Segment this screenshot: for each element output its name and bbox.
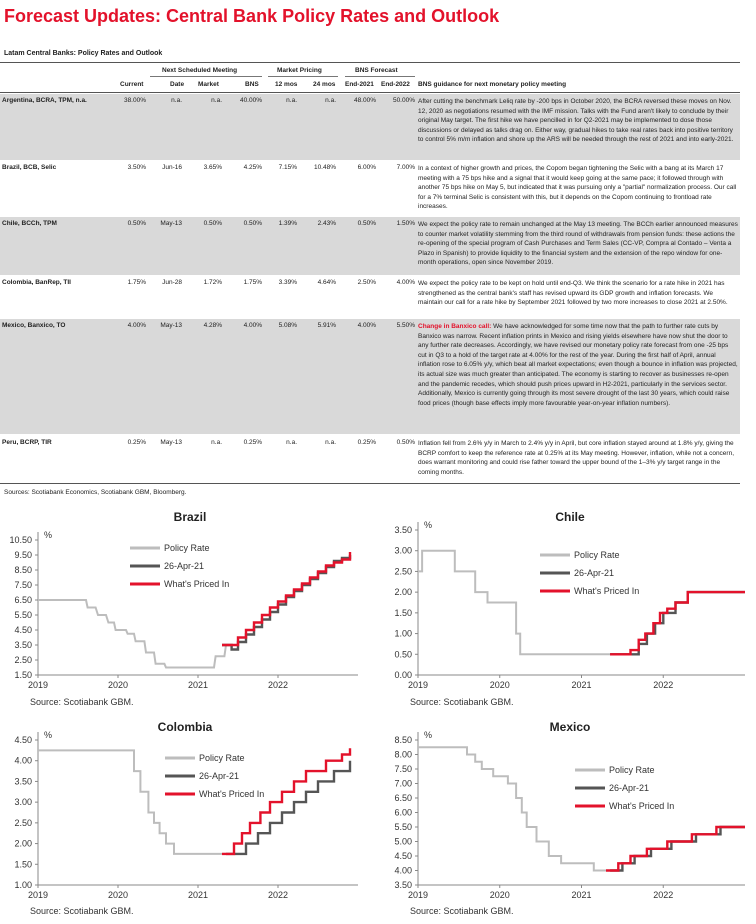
row-current: 4.00%: [127, 322, 146, 329]
series-line-26-apr-21: [222, 555, 350, 650]
y-tick-label: 6.50: [394, 793, 412, 803]
row-end2021: 2.50%: [357, 279, 376, 286]
row-date: May-13: [160, 220, 182, 227]
chart-title: Mexico: [549, 720, 591, 734]
y-tick-label: 4.50: [14, 735, 32, 745]
series-line-what-s-priced-in: [222, 552, 350, 645]
y-tick-label: 6.00: [394, 807, 412, 818]
x-tick-label: 2019: [27, 680, 49, 690]
table-top-rule: [0, 62, 740, 63]
row-bns: 0.25%: [243, 439, 262, 446]
row-24mos: n.a.: [325, 439, 336, 446]
y-tick-label: 8.50: [14, 565, 32, 575]
series-line-what-s-priced-in: [610, 592, 745, 654]
y-tick-label: 4.50: [14, 625, 32, 635]
table-row: [0, 319, 740, 434]
row-guidance: [418, 279, 738, 308]
row-guidance-text: Inflation fell from 2.6% y/y in March to 2.4% y/y in April, but core inflation stayed around at 1.8% y/y, giving the BCRP comfort to keep the reference rate at 0.25% at its May meeting. However, inflation, while not a concern, does warrant monitoring and could rise father toward the upper bound of the 1–3% y/y target range in the coming months.: [418, 440, 735, 476]
row-market: 3.65%: [203, 164, 222, 171]
y-tick-label: 1.50: [14, 670, 32, 680]
legend-label: 26-Apr-21: [574, 568, 615, 578]
y-tick-label: 4.00: [14, 755, 32, 766]
legend-label: What's Priced In: [164, 579, 230, 589]
legend-label: Policy Rate: [164, 543, 210, 553]
chart-source: Source: Scotiabank GBM.: [30, 697, 134, 707]
row-date: Jun-28: [162, 279, 182, 286]
y-tick-label: 1.50: [14, 859, 32, 870]
row-bns: 1.75%: [243, 279, 262, 286]
y-tick-label: 1.00: [14, 880, 32, 890]
legend-label: What's Priced In: [199, 789, 265, 799]
y-tick-label: 0.00: [394, 670, 412, 680]
y-unit-label: %: [424, 730, 433, 740]
chart-brazil: [9, 510, 358, 707]
col-12mos: 12 mos: [275, 81, 298, 88]
row-end2022: 5.50%: [396, 322, 415, 329]
row-date: May-13: [160, 439, 182, 446]
row-bns: 4.00%: [243, 322, 262, 329]
y-tick-label: 3.50: [394, 880, 412, 890]
x-tick-label: 2019: [407, 680, 429, 690]
row-end2021: 48.00%: [353, 97, 376, 104]
series-line-what-s-priced-in: [222, 748, 350, 854]
y-tick-label: 2.50: [14, 817, 32, 828]
row-end2022: 4.00%: [396, 279, 415, 286]
y-unit-label: %: [44, 530, 53, 540]
row-12mos: n.a.: [286, 439, 297, 446]
legend-label: Policy Rate: [574, 550, 620, 560]
row-12mos: 7.15%: [278, 164, 297, 171]
row-24mos: 10.48%: [313, 164, 336, 171]
y-tick-label: 9.50: [14, 550, 32, 560]
row-end2021: 0.50%: [357, 220, 376, 227]
row-24mos: 2.43%: [317, 220, 336, 227]
y-tick-label: 0.50: [394, 649, 412, 660]
row-current: 1.75%: [127, 279, 146, 286]
row-current: 0.25%: [127, 439, 146, 446]
y-tick-label: 3.50: [14, 640, 32, 650]
row-guidance-text: After cutting the benchmark Leliq rate by -200 bps in October 2020, the BCRA reversed these moves on Nov. 12, 2020 as negotiations resumed with the IMF mission. Talks with the Fund aren't likely to conclude by their original May target. The first hike we have pencilled in for Q2-2021 may be implemented to dose those discussions or delayed as talks drag on. Either way, gradual hikes to take real rates back into positive territory to control 5% m/m inflation and shore up the ARS will be needed through the rest of 2021 and into early-2021.: [418, 98, 734, 144]
series-line-26-apr-21: [226, 761, 350, 854]
y-tick-label: 4.50: [394, 851, 412, 861]
y-tick-label: 3.00: [14, 797, 32, 808]
col-guidance: BNS guidance for next monetary policy meeting: [418, 81, 567, 88]
x-tick-label: 2021: [187, 680, 209, 690]
row-country: Colombia, BanRep, TII: [2, 279, 71, 286]
x-tick-label: 2022: [267, 890, 289, 900]
row-guidance-text: We expect the policy rate to be kept on hold until end-Q3. We think the scenario for a rate hike in 2021 has strengthened as the central bank's staff has revised upward its GDP growth and inflation forecasts. We maintain our call for a rate hike by September 2021 followed by two more increases to close 2021 at 2.50%.: [418, 280, 728, 307]
row-end2021: 0.25%: [357, 439, 376, 446]
row-highlight: Change in Banxico call:: [418, 323, 492, 330]
table-row: [0, 94, 740, 160]
x-tick-label: 2020: [107, 680, 129, 690]
row-current: 0.50%: [127, 220, 146, 227]
row-market: n.a.: [211, 439, 222, 446]
x-tick-label: 2019: [27, 890, 49, 900]
legend-label: 26-Apr-21: [164, 561, 205, 571]
y-tick-label: 2.50: [14, 655, 32, 665]
row-current: 3.50%: [127, 164, 146, 171]
row-12mos: 3.39%: [278, 279, 297, 286]
chart-chile: [394, 510, 745, 707]
table-subtitle: Latam Central Banks: Policy Rates and Outlook: [4, 50, 163, 57]
row-country: Chile, BCCh, TPM: [2, 220, 57, 227]
chart-title: Chile: [555, 510, 585, 524]
row-market: n.a.: [211, 97, 222, 104]
chart-colombia: [14, 720, 358, 916]
x-tick-label: 2022: [653, 680, 674, 690]
y-tick-label: 1.50: [394, 607, 412, 618]
table-row: [0, 276, 740, 318]
chart-source: Source: Scotiabank GBM.: [410, 697, 514, 707]
row-end2022: 7.00%: [396, 164, 415, 171]
row-end2022: 50.00%: [392, 97, 415, 104]
series-line-policy-rate: [418, 747, 610, 870]
y-tick-label: 6.50: [14, 595, 32, 605]
chart-title: Brazil: [173, 510, 207, 524]
table-bottom-rule: [0, 483, 740, 484]
group-underline-next: [150, 76, 262, 77]
y-tick-label: 5.00: [394, 836, 412, 847]
group-market-pricing: Market Pricing: [277, 67, 322, 74]
row-market: 1.72%: [203, 279, 222, 286]
legend-label: 26-Apr-21: [609, 783, 650, 793]
col-24mos: 24 mos: [313, 81, 336, 88]
y-tick-label: 7.50: [394, 764, 412, 774]
row-12mos: 5.08%: [278, 322, 297, 329]
legend-label: What's Priced In: [574, 586, 640, 596]
row-guidance-text: We expect the policy rate to remain unchanged at the May 13 meeting. The BCCh earlier announced measures to counter market volatility stemming from the third round of withdrawals from pension funds: these actions the re-opening of the special program of Cash Purchases and Term Sales (CC-VP, Compra al Contado – Venta a Plazo in Spanish) to provide liquidity to the financial system and the extension of the repo window for one-month operations, open since November 2019.: [418, 221, 738, 267]
chart-source: Source: Scotiabank GBM.: [30, 906, 134, 916]
y-tick-label: 10.50: [9, 535, 32, 545]
chart-title: Colombia: [157, 720, 213, 734]
y-tick-label: 8.50: [394, 735, 412, 745]
group-bns-forecast: BNS Forecast: [355, 67, 398, 74]
row-guidance: [418, 97, 738, 145]
row-market: 4.28%: [203, 322, 222, 329]
col-end2022: End-2022: [381, 81, 410, 88]
y-tick-label: 1.00: [394, 628, 412, 639]
legend-label: 26-Apr-21: [199, 771, 240, 781]
x-tick-label: 2021: [187, 890, 209, 900]
col-market: Market: [198, 81, 219, 88]
row-country: Brazil, BCB, Selic: [2, 164, 57, 171]
col-end2021: End-2021: [345, 81, 374, 88]
legend-label: Policy Rate: [199, 753, 245, 763]
y-tick-label: 5.50: [394, 822, 412, 832]
y-tick-label: 5.50: [14, 610, 32, 620]
x-tick-label: 2021: [571, 680, 592, 690]
table-row: [0, 217, 740, 275]
col-date: Date: [170, 81, 185, 88]
row-guidance: [418, 439, 738, 477]
y-tick-label: 2.00: [394, 587, 412, 598]
legend-label: Policy Rate: [609, 765, 655, 775]
group-underline-market: [268, 76, 338, 77]
y-unit-label: %: [424, 520, 433, 530]
row-guidance-text: In a context of higher growth and prices, the Copom began tightening the Selic with a bang at its March 17 meeting with a 75 bps hike and a signal that it would keep going at the same pace; it followed through with another 75 bps hike on May 5, but indicated that it was pursuing only a "partial" normalization process. Our call for a 7% terminal Selic is consistent with this, but it depends on the Copom continuing to frontload rate increases.: [418, 165, 737, 211]
y-tick-label: 8.00: [394, 749, 412, 760]
row-bns: 0.50%: [243, 220, 262, 227]
row-24mos: n.a.: [325, 97, 336, 104]
row-guidance: [418, 164, 738, 212]
row-guidance: [418, 322, 738, 408]
legend-label: What's Priced In: [609, 801, 675, 811]
x-tick-label: 2019: [407, 890, 429, 900]
chart-source: Source: Scotiabank GBM.: [410, 906, 514, 916]
x-tick-label: 2021: [571, 890, 592, 900]
series-line-26-apr-21: [610, 827, 745, 871]
row-24mos: 4.64%: [317, 279, 336, 286]
series-line-policy-rate: [418, 551, 610, 655]
x-tick-label: 2020: [489, 890, 510, 900]
table-header-rule: [0, 92, 740, 93]
page-title: Forecast Updates: Central Bank Policy Rates and Outlook: [4, 6, 500, 26]
y-tick-label: 3.50: [394, 525, 412, 535]
row-24mos: 5.91%: [317, 322, 336, 329]
table-row: [0, 161, 740, 216]
row-guidance: [418, 220, 738, 268]
row-end2022: 1.50%: [396, 220, 415, 227]
row-guidance-text: We have acknowledged for some time now that the path to further rate cuts by Banxico was narrow. Recent inflation prints in Mexico and rising yields elsewhere have now shut the door to any further rate decreases. Accordingly, we have revised our monetary policy rate forecast from one -25 bps cut in Q3 to a hold of the target rate at 4.00% for the rest of the year. During the first half of April, annual inflation rose to 6.05% y/y, which beat all market expectations; even though a bounce in inflation was projected, its actual size was much greater than anticipated. The economy is starting to recover as businesses re-open and the pandemic recedes, which should push prices upward in H2-2021, particularly in the services sector. Additionally, Mexico is currently going through its most severe drought of the last 30 years, which could raise food prices (though base effects imply more favourable year-on-year inflation numbers).: [418, 323, 738, 407]
table-row: [0, 436, 740, 480]
y-unit-label: %: [44, 730, 53, 740]
series-line-policy-rate: [38, 600, 226, 668]
col-current: Current: [120, 81, 144, 88]
x-tick-label: 2022: [653, 890, 674, 900]
row-end2022: 0.50%: [396, 439, 415, 446]
y-tick-label: 2.00: [14, 838, 32, 849]
row-date: n.a.: [171, 97, 182, 104]
row-12mos: 1.39%: [278, 220, 297, 227]
row-current: 38.00%: [123, 97, 146, 104]
y-tick-label: 2.50: [394, 566, 412, 577]
y-tick-label: 4.00: [394, 865, 412, 876]
row-date: Jun-16: [162, 164, 182, 171]
chart-mexico: [394, 720, 745, 916]
group-underline-bns: [345, 76, 415, 77]
row-country: Peru, BCRP, TIR: [2, 439, 52, 446]
y-tick-label: 3.50: [14, 776, 32, 787]
x-tick-label: 2020: [489, 680, 510, 690]
series-line-policy-rate: [38, 750, 226, 854]
row-bns: 40.00%: [239, 97, 262, 104]
y-tick-label: 7.50: [14, 580, 32, 590]
row-country: Argentina, BCRA, TPM, n.a.: [2, 97, 87, 104]
series-line-26-apr-21: [610, 592, 745, 654]
col-bns: BNS: [245, 81, 259, 88]
row-bns: 4.25%: [243, 164, 262, 171]
row-date: May-13: [160, 322, 182, 329]
x-tick-label: 2022: [267, 680, 289, 690]
group-next-meeting: Next Scheduled Meeting: [162, 67, 238, 74]
row-country: Mexico, Banxico, TO: [2, 322, 66, 329]
x-tick-label: 2020: [107, 890, 129, 900]
row-market: 0.50%: [203, 220, 222, 227]
row-end2021: 6.00%: [357, 164, 376, 171]
table-sources: Sources: Scotiabank Economics, Scotiabank GBM, Bloomberg.: [4, 489, 187, 496]
row-12mos: n.a.: [286, 97, 297, 104]
row-end2021: 4.00%: [357, 322, 376, 329]
y-tick-label: 7.00: [394, 778, 412, 789]
series-line-what-s-priced-in: [606, 827, 745, 871]
y-tick-label: 3.00: [394, 545, 412, 556]
